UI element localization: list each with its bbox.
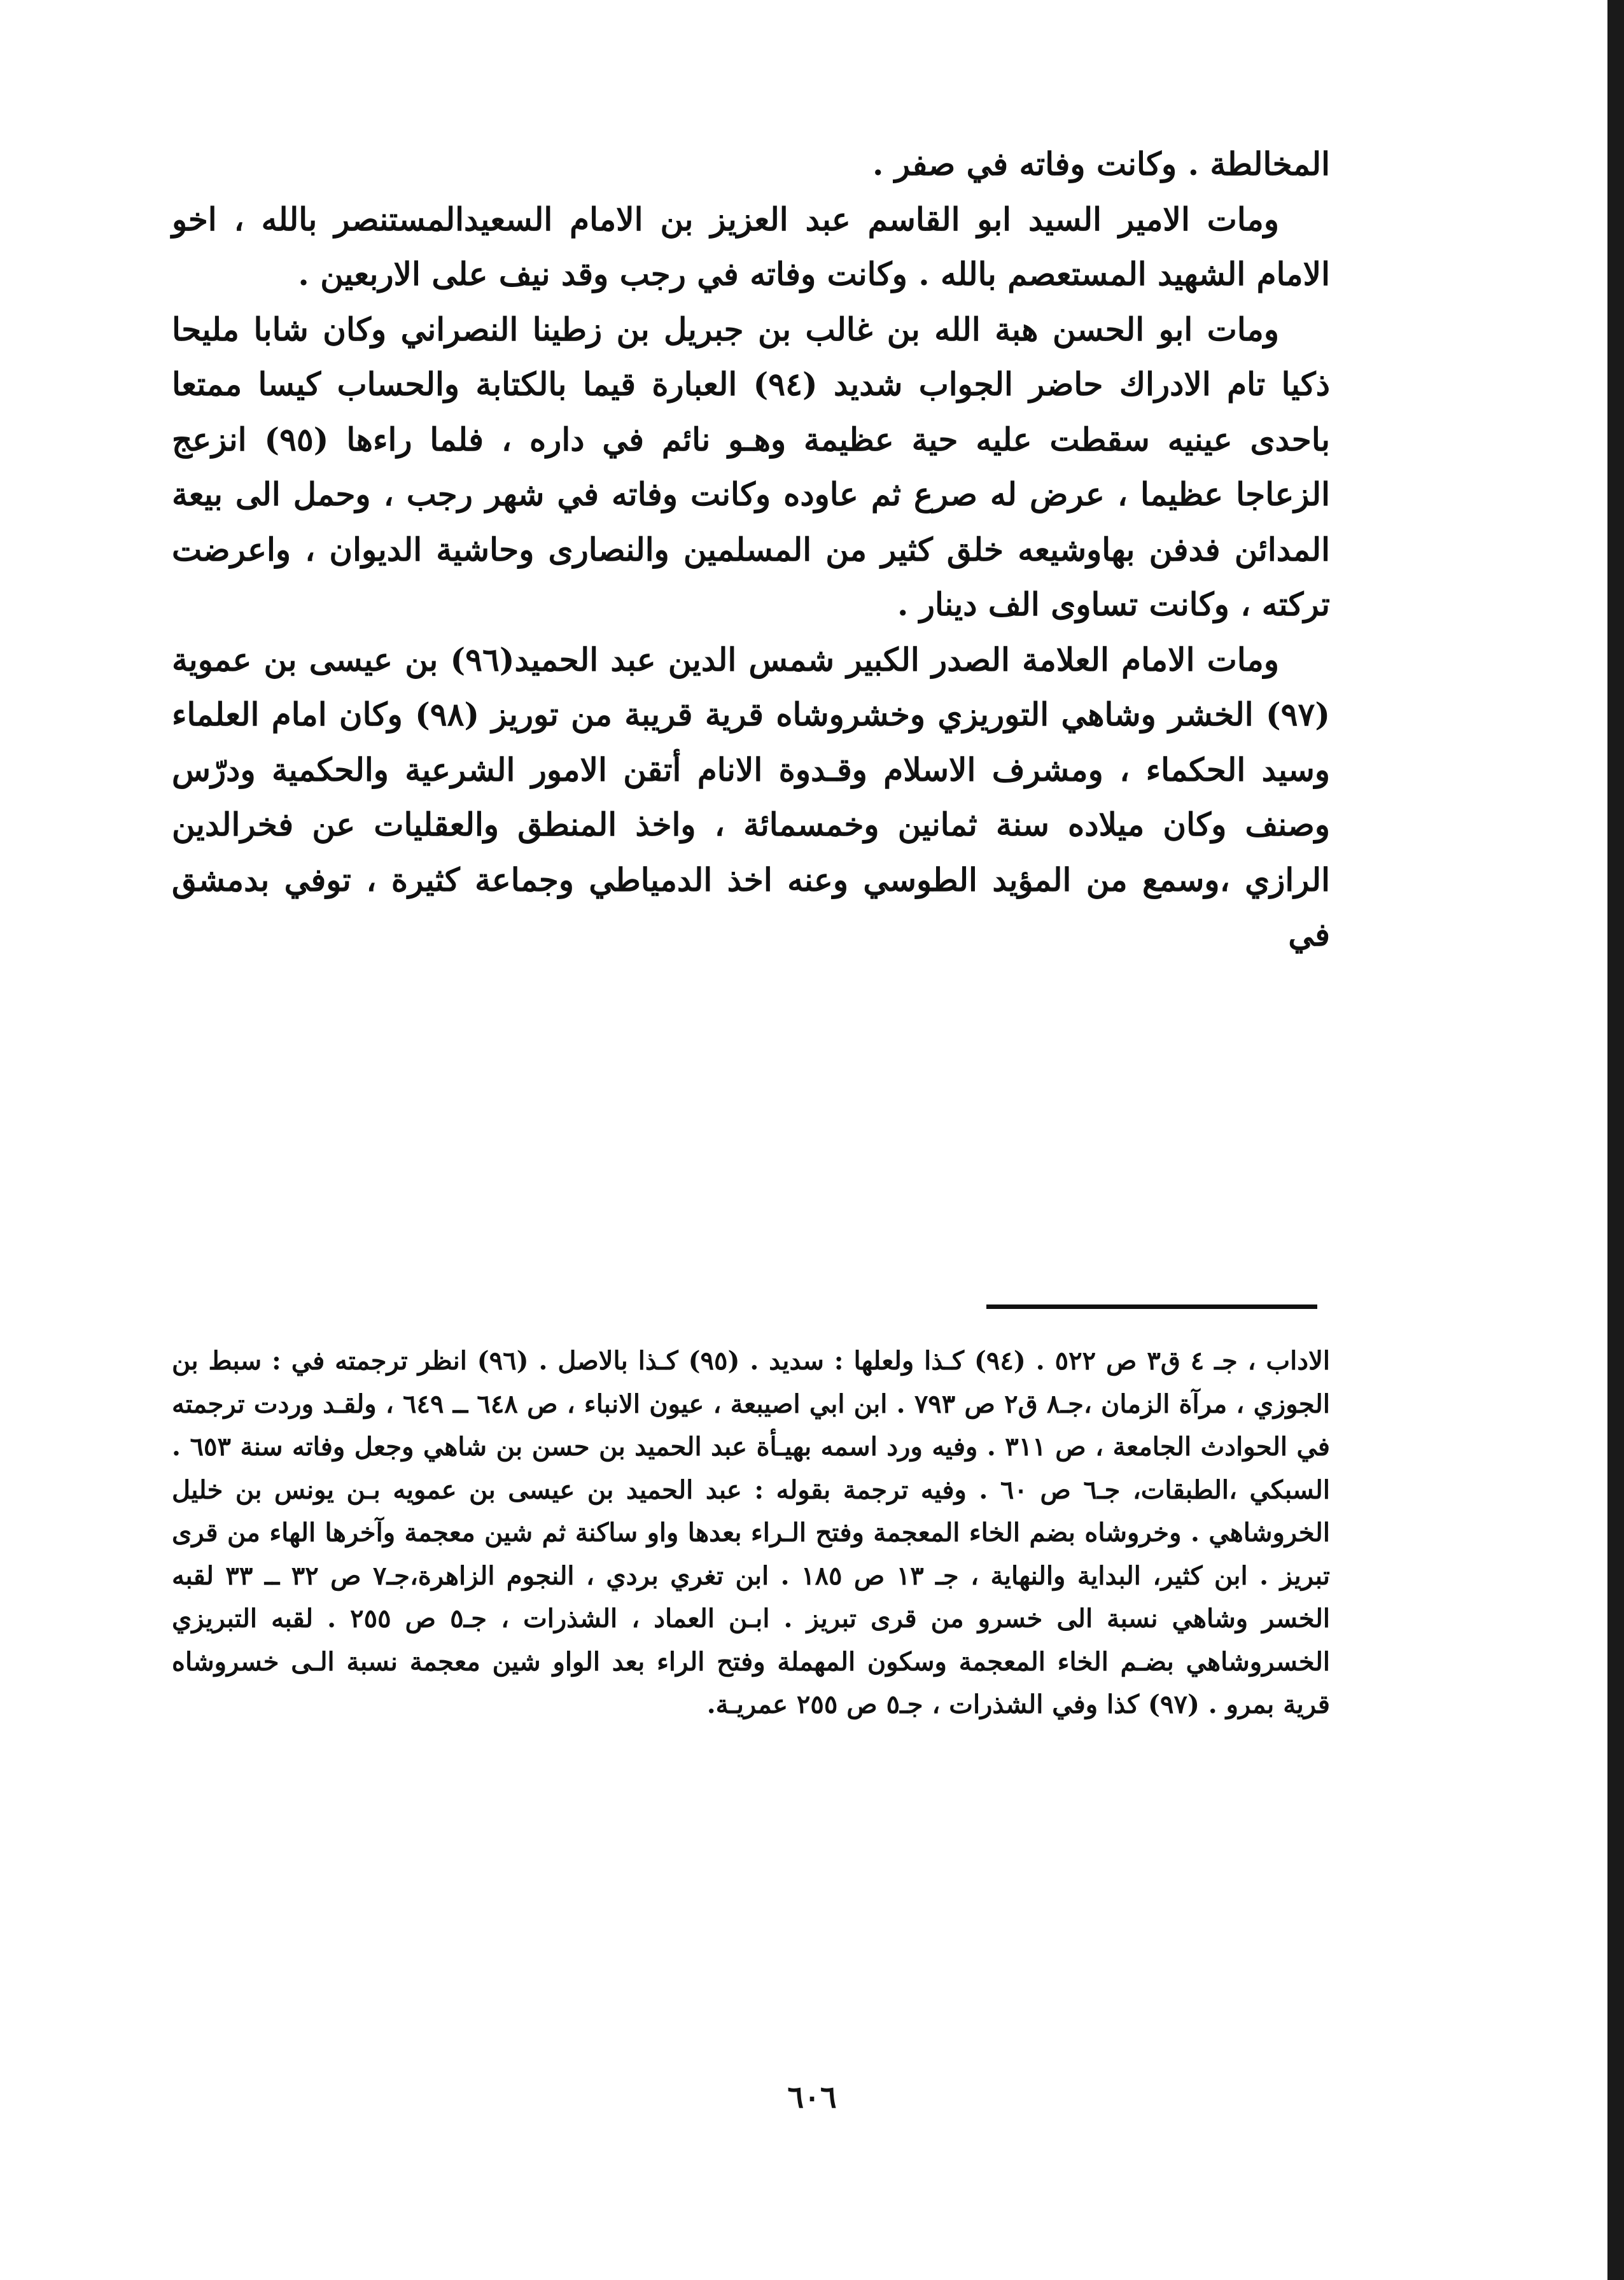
- footnote-text: الاداب ، جـ ٤ ق٣ ص ٥٢٢ . (٩٤) كـذا ولعلها : سديد . (٩٥) كـذا بالاصل . (٩٦) انظر ترجمته في : سبط بن الجوزي ، مرآة الزمان ،جـ٨ ق٢ ص ٧٩٣ . ابن ابي اصيبعة ، عيون الانباء ، ص ٦٤٨ ــ ٦٤٩ ، ولقـد وردت ترجمته في الحوادث الجامعة ، ص ٣١١ . وفيه ورد اسمه بهيـأة عبد الحميد بن حسن بن شاهي وجعل وفاته سنة ٦٥٣ . السبكي ،الطبقات، جـ٦ ص ٦٠ . وفيه ترجمة بقوله : عبد الحميد بن عيسى بن عمويه بـن يونس بن خليل الخروشاهي . وخروشاه بضم الخاء المعجمة وفتح الـراء بعدها واو ساكنة ثم شين معجمة وآخرها الهاء من قرى تبريز . ابن كثير، البداية والنهاية ، جـ ١٣ ص ١٨٥ . ابن تغري بردي ، النجوم الزاهرة،جـ٧ ص ٣٢ ــ ٣٣ لقبه الخسر وشاهي نسبة الى خسرو من قرى تبريز . ابـن العماد ، الشذرات ، جـ٥ ص ٢٥٥ . لقبه التبريزي الخسروشاهي بضـم الخاء المعجمة وسكون المهملة وفتح الراء بعد الواو شين معجمة نسبة الـى خسروشاه قرية بمرو . (٩٧) كذا وفي الشذرات ، جـ٥ ص ٢٥٥ عمريـة.: [172, 1346, 1331, 1719]
- page-number: ٦٠٦: [787, 2080, 837, 2115]
- scan-edge-border: [1607, 0, 1624, 2280]
- paragraph: ومات الامام العلامة الصدر الكبير شمس الدين عبد الحميد(٩٦) بن عيسى بن عموية (٩٧) الخشر وشاهي التوريزي وخشروشاه قرية قريبة من توريز (٩٨) وكان امام العلماء وسيد الحكماء ، ومشرف الاسلام وقـدوة الانام أتقن الامور الشرعية والحكمية ودرّس وصنف وكان ميلاده سنة ثمانين وخمسمائة ، واخذ المنطق والعقليات عن فخرالدين الرازي ،وسمع من المؤيد الطوسي وعنه اخذ الدمياطي وجماعة كثيرة ، توفي بدمشق في: [172, 640, 1331, 953]
- main-text: [172, 137, 1330, 963]
- paragraph: ومات ابو الحسن هبة الله بن غالب بن جبريل بن زطينا النصراني وكان شابا مليحا ذكيا تام الادراك حاضر الجواب شديد (٩٤) العبارة قيما بالكتابة والحساب كيسا ممتعا باحدى عينيه سقطت عليه حية عظيمة وهـو نائم في داره ، فلما راءها (٩٥) انزعج الزعاجا عظيما ، عرض له صرع ثم عاوده وكانت وفاته في شهر رجب ، وحمل الى بيعة المدائن فدفن بهاوشيعه خلق كثير من المسلمين والنصارى وحاشية الديوان ، واعرضت تركته ، وكانت تساوى الف دينار .: [172, 310, 1330, 623]
- footnotes: [172, 1339, 1330, 1726]
- footnote-separator: [986, 1304, 1317, 1309]
- paragraph: ومات الامير السيد ابو القاسم عبد العزيز بن الامام السعيدالمستنصر بالله ، اخو الامام الشهيد المستعصم بالله . وكانت وفاته في رجب وقد نيف على الاربعين .: [172, 200, 1330, 293]
- body-text: [172, 137, 1330, 963]
- paragraph: المخالطة . وكانت وفاته في صفر .: [872, 145, 1330, 183]
